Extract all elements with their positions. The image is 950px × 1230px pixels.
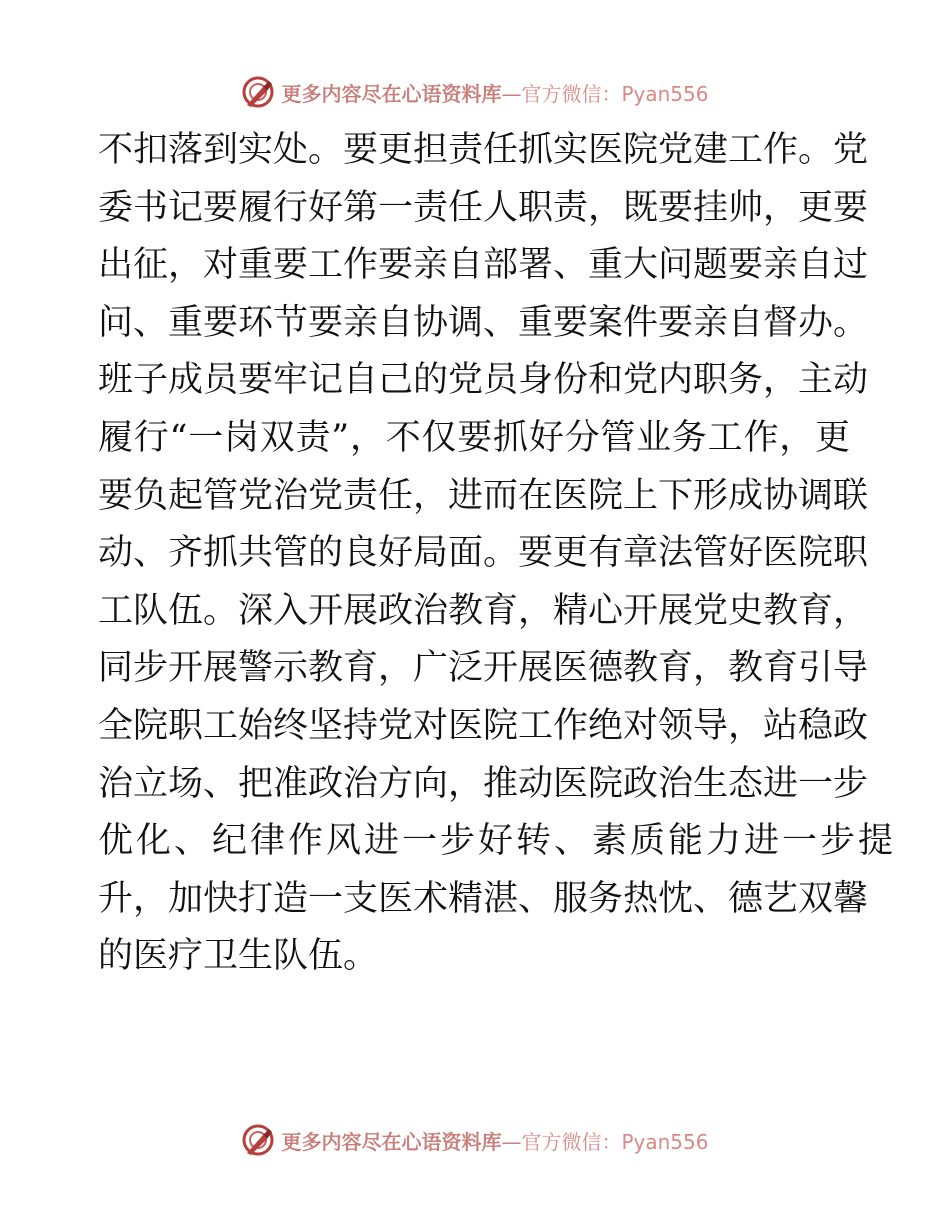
watermark-separator: — [501,81,522,106]
body-line: 班子成员要牢记自己的党员身份和党内职务，主动 [98,360,869,401]
body-line: 工队伍。深入开展政治教育，精心开展党史教育， [98,590,869,631]
body-line: 问、重要环节要亲自协调、重要案件要亲自督办。 [98,302,869,343]
document-body [98,122,897,986]
watermark-site: 更多内容尽在心语资料库 [281,1129,502,1154]
body-line: 要负起管党治党责任，进而在医院上下形成协调联 [98,475,869,516]
body-line: 同步开展警示教育，广泛开展医德教育，教育引导 [98,648,869,689]
pen-logo-icon [241,1123,275,1157]
watermark-contact: 官方微信：Pyan556 [521,81,709,106]
body-line: 升，加快打造一支医术精湛、服务热忱、德艺双馨 [98,878,869,919]
watermark-text [281,1126,708,1155]
footer-watermark [0,1120,950,1160]
body-line: 全院职工始终坚持党对医院工作绝对领导，站稳政 [98,705,869,746]
body-line: 动、齐抓共管的良好局面。要更有章法管好医院职 [98,533,869,574]
body-line: 治立场、把准政治方向，推动医院政治生态进一步 [98,763,869,804]
watermark-text [281,78,708,107]
pen-logo-icon [241,75,275,109]
body-line: 优化、纪律作风进一步好转、素质能力进一步提 [98,821,897,862]
body-line: 出征，对重要工作要亲自部署、重大问题要亲自过 [98,245,869,286]
body-line: 委书记要履行好第一责任人职责，既要挂帅，更要 [98,187,869,228]
watermark-separator: — [501,1129,522,1154]
body-line: 履行“一岗双责”，不仅要抓好分管业务工作，更 [98,417,850,458]
watermark-contact: 官方微信：Pyan556 [521,1129,709,1154]
watermark-site: 更多内容尽在心语资料库 [281,81,502,106]
header-watermark [0,72,950,112]
body-line: 不扣落到实处。要更担责任抓实医院党建工作。党 [98,130,869,170]
body-line: 的医疗卫生队伍。 [98,936,379,977]
